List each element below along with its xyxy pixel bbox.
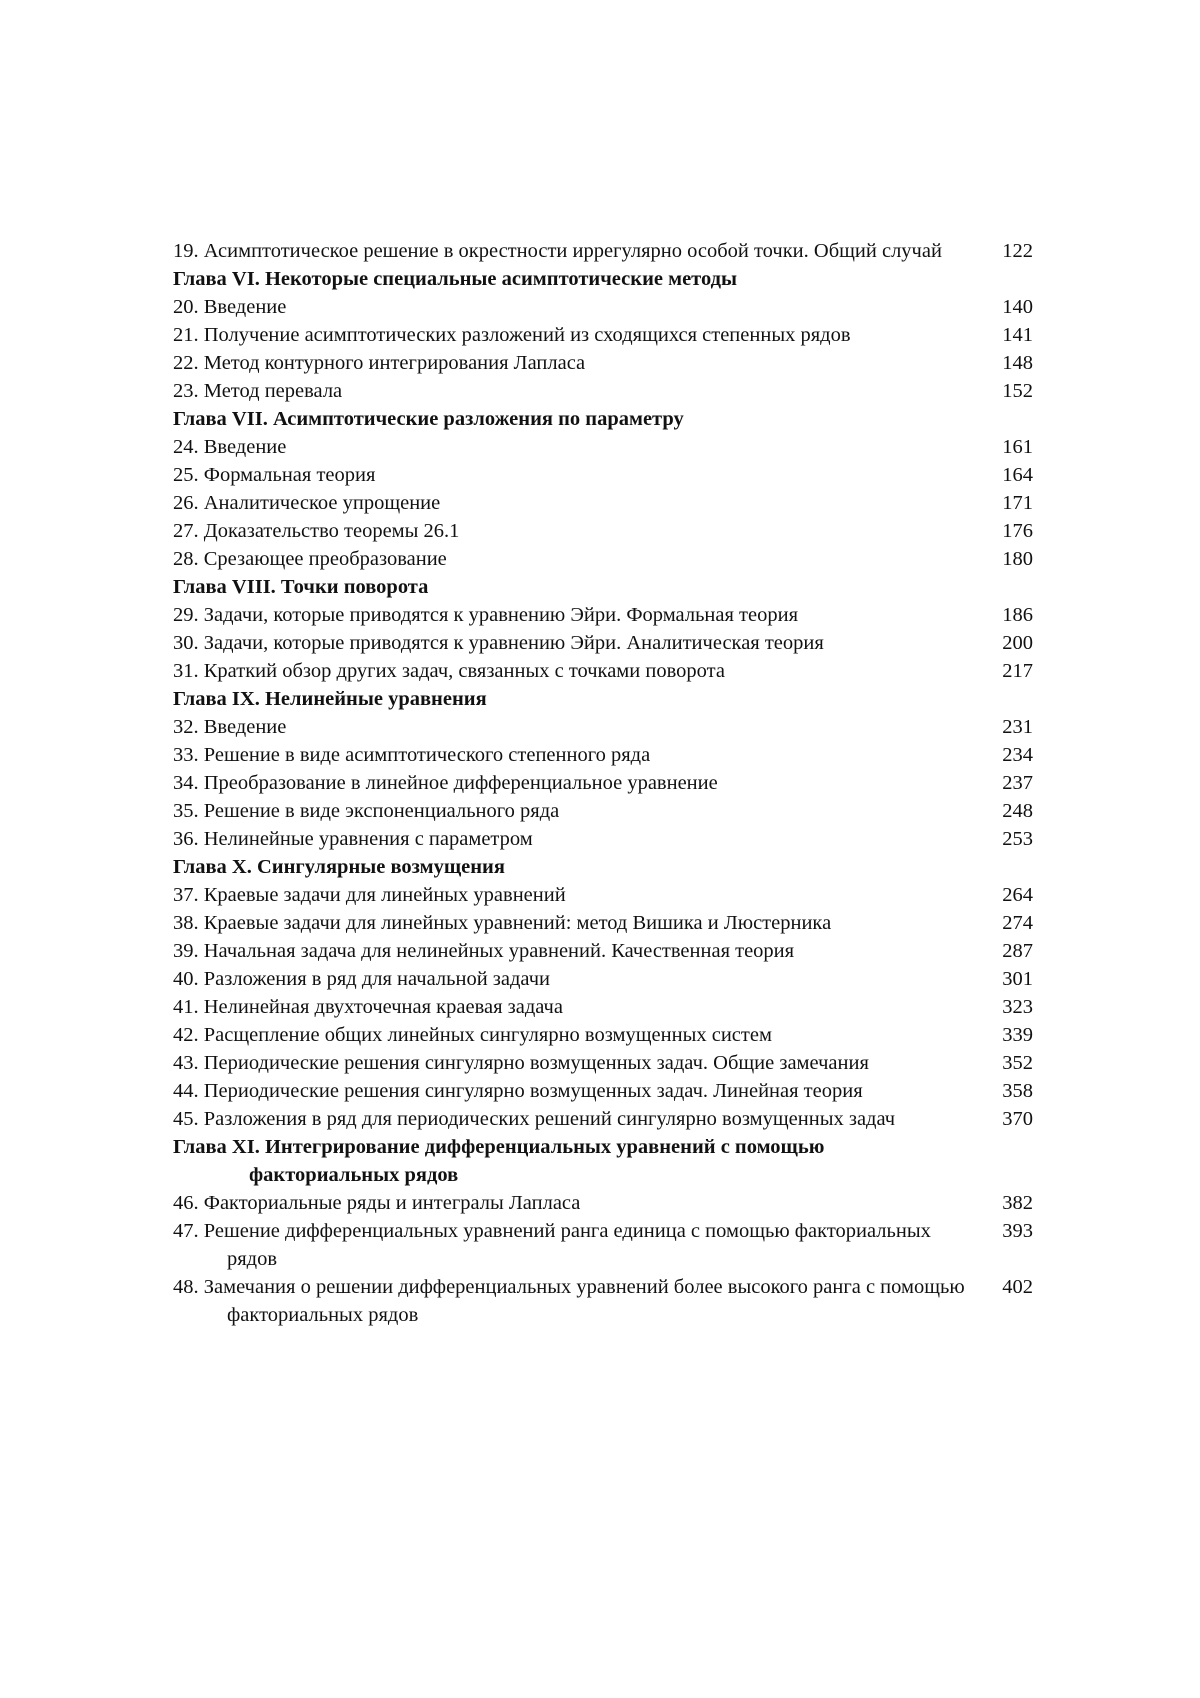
toc-entry [173, 321, 1033, 349]
toc-entry-title: 26. Аналитическое упрощение [173, 492, 441, 514]
toc-entry [173, 377, 1033, 405]
toc-entry-page-number: 234 [1002, 744, 1033, 766]
toc-entry-page-number: 237 [1002, 772, 1033, 794]
toc-entry-page-number: 217 [1002, 660, 1033, 682]
toc-entry-page-number: 274 [1002, 912, 1033, 934]
toc-entry-page-number: 176 [1002, 520, 1033, 542]
toc-entry [173, 741, 1033, 769]
toc-entry-page-number: 161 [1002, 436, 1033, 458]
toc-entry-title: 20. Введение [173, 296, 287, 318]
toc-entry [173, 1021, 1033, 1049]
toc-entry-title: 25. Формальная теория [173, 464, 376, 486]
toc-entry-title: 33. Решение в виде асимптотического степенного ряда [173, 744, 651, 766]
toc-entry [173, 965, 1033, 993]
toc-entry-title: 31. Краткий обзор других задач, связанных с точками поворота [173, 660, 725, 682]
chapter-heading: Глава XI. Интегрирование дифференциальных уравнений с помощью факториальных рядов [173, 1136, 825, 1186]
toc-entry-page-number: 323 [1002, 996, 1033, 1018]
toc-entry-title: 39. Начальная задача для нелинейных уравнений. Качественная теория [173, 940, 795, 962]
toc-entry [173, 657, 1033, 685]
toc-entry-title: 34. Преобразование в линейное дифференциальное уравнение [173, 772, 718, 794]
toc-entry [173, 545, 1033, 573]
toc-entry-page-number: 253 [1002, 828, 1033, 850]
chapter-heading: Глава X. Сингулярные возмущения [173, 856, 505, 878]
toc-entry-title: 38. Краевые задачи для линейных уравнений: метод Вишика и Люстерника [173, 912, 832, 934]
toc-entry [173, 489, 1033, 517]
toc-entry [173, 1105, 1033, 1133]
toc-entry [173, 349, 1033, 377]
toc-entry-title: 35. Решение в виде экспоненциального ряда [173, 800, 560, 822]
toc-entry-page-number: 382 [1002, 1192, 1033, 1214]
toc-entry-page-number: 148 [1002, 352, 1033, 374]
toc-entry-title: 27. Доказательство теоремы 26.1 [173, 520, 460, 542]
toc-entry [173, 1273, 1033, 1329]
toc-entry-title: 19. Асимптотическое решение в окрестности иррегулярно особой точки. Общий случай [173, 240, 942, 262]
toc-entry-page-number: 200 [1002, 632, 1033, 654]
toc-entry-page-number: 287 [1002, 940, 1033, 962]
toc-entry [173, 769, 1033, 797]
toc-entry [173, 993, 1033, 1021]
toc-entry [173, 629, 1033, 657]
toc-entry [173, 909, 1033, 937]
toc-entry-page-number: 352 [1002, 1052, 1033, 1074]
chapter-heading: Глава VII. Асимптотические разложения по параметру [173, 408, 684, 430]
toc-entry [173, 601, 1033, 629]
toc-entry-page-number: 140 [1002, 296, 1033, 318]
toc-entry-page-number: 122 [1002, 240, 1033, 262]
toc-entry-title: 43. Периодические решения сингулярно возмущенных задач. Общие замечания [173, 1052, 869, 1074]
chapter-heading: Глава VIII. Точки поворота [173, 576, 429, 598]
toc-entry-title: 36. Нелинейные уравнения с параметром [173, 828, 533, 850]
toc-entry [173, 461, 1033, 489]
toc-entry-title: 45. Разложения в ряд для периодических решений сингулярно возмущенных задач [173, 1108, 896, 1130]
toc-entry [173, 1189, 1033, 1217]
toc-entry-title: 48. Замечания о решении дифференциальных уравнений более высокого ранга с помощью факториальных рядов [173, 1276, 965, 1326]
toc-entry-page-number: 248 [1002, 800, 1033, 822]
toc-entry [173, 797, 1033, 825]
toc-entry-title: 28. Срезающее преобразование [173, 548, 447, 570]
toc-entry [173, 293, 1033, 321]
toc-entry [173, 237, 1033, 265]
toc-entry-title: 42. Расщепление общих линейных сингулярно возмущенных систем [173, 1024, 772, 1046]
toc-entry-title: 47. Решение дифференциальных уравнений ранга единица с помощью факториальных рядов [173, 1220, 931, 1270]
toc-entry [173, 937, 1033, 965]
toc-entry [173, 825, 1033, 853]
toc-entry [173, 881, 1033, 909]
toc-entry-title: 22. Метод контурного интегрирования Лапласа [173, 352, 586, 374]
toc-entry-page-number: 152 [1002, 380, 1033, 402]
toc-entry-page-number: 339 [1002, 1024, 1033, 1046]
toc-entry-page-number: 301 [1002, 968, 1033, 990]
table-of-contents [173, 237, 1033, 1329]
toc-entry [173, 517, 1033, 545]
toc-entry-page-number: 186 [1002, 604, 1033, 626]
toc-entry-page-number: 393 [1002, 1220, 1033, 1242]
toc-entry-title: 44. Периодические решения сингулярно возмущенных задач. Линейная теория [173, 1080, 863, 1102]
toc-entry-page-number: 370 [1002, 1108, 1033, 1130]
toc-entry [173, 433, 1033, 461]
toc-entry-title: 21. Получение асимптотических разложений из сходящихся степенных рядов [173, 324, 851, 346]
toc-entry-title: 37. Краевые задачи для линейных уравнений [173, 884, 566, 906]
toc-entry-page-number: 358 [1002, 1080, 1033, 1102]
toc-entry [173, 713, 1033, 741]
toc-entry-page-number: 180 [1002, 548, 1033, 570]
toc-entry-page-number: 264 [1002, 884, 1033, 906]
toc-entry-title: 46. Факториальные ряды и интегралы Лапласа [173, 1192, 581, 1214]
toc-entry-title: 29. Задачи, которые приводятся к уравнению Эйри. Формальная теория [173, 604, 798, 626]
toc-entry-title: 24. Введение [173, 436, 287, 458]
toc-entry [173, 1077, 1033, 1105]
toc-entry [173, 1217, 1033, 1273]
toc-entry-title: 41. Нелинейная двухточечная краевая задача [173, 996, 563, 1018]
toc-entry-title: 40. Разложения в ряд для начальной задачи [173, 968, 550, 990]
toc-entry-title: 23. Метод перевала [173, 380, 343, 402]
toc-entry-page-number: 164 [1002, 464, 1033, 486]
toc-entry-page-number: 231 [1002, 716, 1033, 738]
toc-entry-page-number: 141 [1002, 324, 1033, 346]
toc-entry-page-number: 402 [1002, 1276, 1033, 1298]
toc-entry-page-number: 171 [1002, 492, 1033, 514]
toc-entry [173, 1049, 1033, 1077]
chapter-heading: Глава IX. Нелинейные уравнения [173, 688, 487, 710]
chapter-heading: Глава VI. Некоторые специальные асимптотические методы [173, 268, 738, 290]
toc-entry-title: 30. Задачи, которые приводятся к уравнению Эйри. Аналитическая теория [173, 632, 824, 654]
toc-entry-title: 32. Введение [173, 716, 287, 738]
